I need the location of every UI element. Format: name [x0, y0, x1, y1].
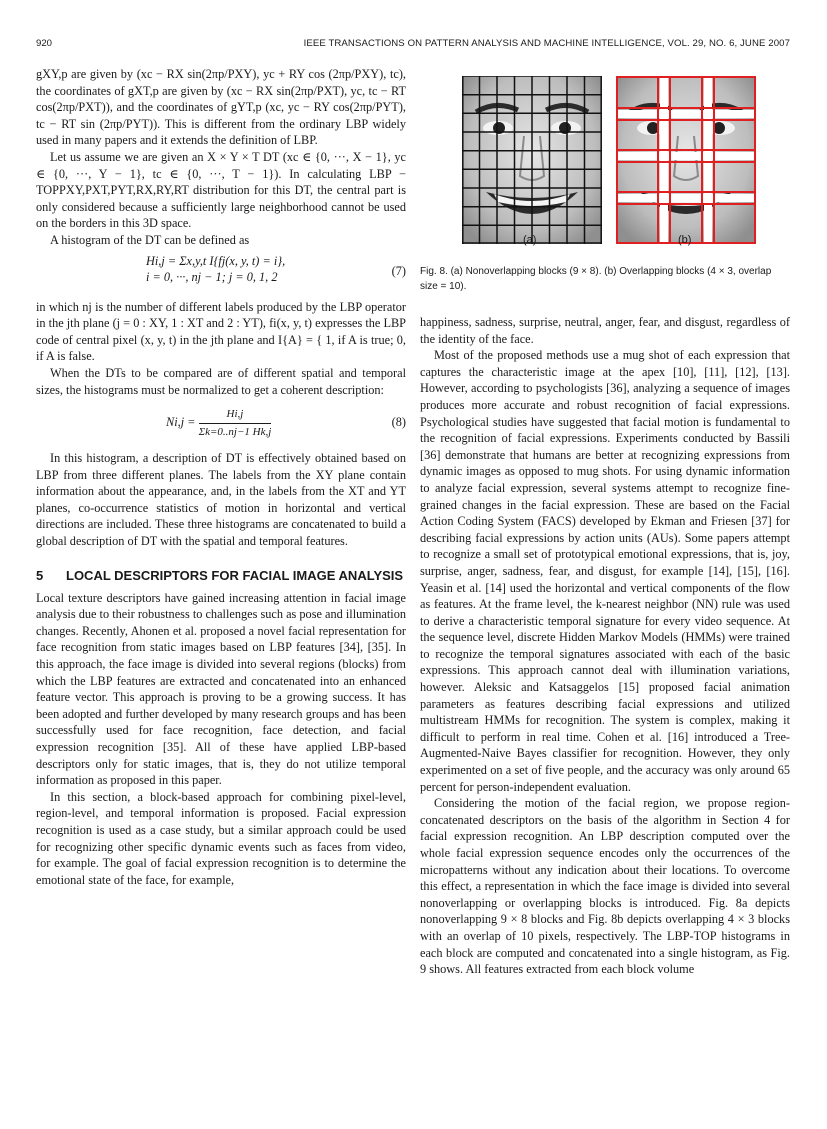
section-title: LOCAL DESCRIPTORS FOR FACIAL IMAGE ANALYSIS [66, 567, 404, 583]
equation-7 [36, 249, 406, 299]
paragraph: Let us assume we are given an X × Y × T DT (xc ∈ {0, ···, X − 1}, yc ∈ {0, ···, Y − 1}, tc ∈ {0, ···, T − 1}). In calculating LBP − TOPPXY,PXT,PYT,RX,RY,RT distribution for this DT, the central part is only considered because a sufficiently large neighborhood cannot be used on the borders in this 3D space. [36, 149, 406, 231]
paragraph: In this histogram, a description of DT is effectively obtained based on LBP from three different planes. The labels from the XY plane contain information about the appearance, and, in the labels from the XT and YT planes, co-occurrence statistics of motion in horizontal and vertical directions are included. These three histograms are concatenated to build a global description of DT with the spatial and temporal features. [36, 451, 406, 549]
face-image-overlapping-blocks [616, 76, 756, 244]
figure-8 [420, 66, 790, 306]
equation-8-lhs: Ni,j = [166, 415, 196, 430]
equation-8-fraction [199, 406, 272, 440]
left-column [36, 66, 406, 888]
page-number: 920 [36, 38, 53, 49]
right-column [420, 314, 790, 978]
paragraph: When the DTs to be compared are of different spatial and temporal sizes, the histograms must be normalized to get a coherent description: [36, 365, 406, 397]
paragraph: gXY,p are given by (xc − RX sin(2πp/PXY), yc + RY cos (2πp/PXY), tc), the coordinates of gXT,p are given by (xc − RX sin(2πp/PXT), yc, tc − RT cos(2πp/PXT)), and the coordinates of gYT,p (xc, yc − RY cos(2πp/PYT), tc − RT sin (2πp/PYT)). This is different from the ordinary LBP widely used in many papers and it extends the definition of LBP. [36, 67, 406, 148]
face-image-nonoverlapping-blocks [462, 76, 602, 244]
paragraph: Most of the proposed methods use a mug shot of each expression that captures the characteristic image at the apex [10], [11], [12], [13]. However, according to psychologists [36], analyzing a sequence of images produces more accurate and robust recognition of facial expressions. Psychological studies have suggested that facial motion is fundamental to the recognition of facial expressions. Experiments conducted by Bassili [36] demonstrate that humans are better at recognizing expressions from dynamic images as opposed to mug shots. For using dynamic information to analyze facial expression, several systems attempt to recognize fine-grained changes in the facial expression. These are based on the Facial Action Coding System (FACS) developed by Ekman and Friesen [37] for describing facial expressions by action units (AUs). Some papers attempt to recognize a small set of prototypical emotional expressions, that is, joy, surprise, anger, sadness, fear, and disgust, for example [14], [15], [16]. Yeasin et al. [14] used the horizontal and vertical components of the flow as features. At the frame level, the k-nearest neighbor (NN) rule was used to derive a characteristic temporal signature for every video sequence. At the sequence level, discrete Hidden Markov Models (HMMs) were trained to recognize the temporal signatures associated with each of the basic expressions. This approach cannot deal with illumination variations, however. Aleksic and Katsaggelos [15] proposed facial animation parameters as features describing facial expressions and utilized multistream HMMs for recognition. The system is complex, making it difficult to perform in real time. Cohen et al. [16] introduced a Tree-Augmented-Naive Bayes classifier for recognition. However, they only experimented on a set of five people, and the accuracy was only around 65 percent for person-independent evaluation. [420, 348, 790, 794]
section-heading [36, 568, 406, 584]
equation-number: (8) [391, 415, 406, 430]
fraction-numerator: Hi,j [199, 406, 272, 424]
figure-caption: Fig. 8. (a) Nonoverlapping blocks (9 × 8). (b) Overlapping blocks (4 × 3, overlap size = 10). [420, 266, 772, 292]
paragraph: in which nj is the number of different labels produced by the LBP operator in the jth plane (j = 0 : XY, 1 : XT and 2 : YT), fi(x, y, t) expresses the LBP code of central pixel (x, y, t) in the jth plane and I{A} = { 1, if A is true; 0, if A is false. [36, 299, 406, 364]
subfigure-label-a: (a) [523, 234, 537, 246]
journal-running-title: IEEE TRANSACTIONS ON PATTERN ANALYSIS AND MACHINE INTELLIGENCE, VOL. 29, NO. 6, JUNE 2007 [303, 38, 790, 49]
section-number: 5 [36, 567, 44, 583]
paragraph: Local texture descriptors have gained increasing attention in facial image analysis due to their robustness to challenges such as pose and illumination changes. Recently, Ahonen et al. proposed a novel facial representation for face recognition from static images based on LBP features [34], [35]. In this approach, the face image is divided into several regions (blocks) from which the LBP features are extracted and concatenated into an enhanced feature vector. This approach is proving to be a growing success. It has been adopted and further developed by many research groups and has been successfully used for face recognition, face detection, and facial expression recognition [35]. All of these have applied LBP-based descriptors only for static images, that is, they do not utilize temporal information as proposed in this paper. [36, 590, 406, 788]
fraction-denominator: Σk=0..nj−1 Hk,j [198, 425, 272, 438]
equation-number: (7) [391, 263, 406, 278]
face-photo-grid [462, 76, 602, 244]
running-header [36, 38, 790, 52]
equation-7-line-1: Hi,j = Σx,y,t I{fj(x, y, t) = i}, [146, 253, 286, 268]
paragraph: In this section, a block-based approach for combining pixel-level, region-level, and temporal information is proposed. Facial expression recognition is used as a case study, but a similar approach could be used for recognizing other specific dynamic events such as faces from video, for example. The goal of facial expression recognition is to determine the emotional state of the face, for example, [36, 789, 406, 887]
face-photo-grid [616, 76, 756, 244]
equation-7-line-2: i = 0, ···, nj − 1; j = 0, 1, 2 [146, 270, 278, 285]
paragraph: Considering the motion of the facial region, we propose region-concatenated descriptors on the basis of the algorithm in Section 4 for facial expression recognition. An LBP description computed over the whole facial expression sequence encodes only the occurrences of the micropatterns without any indication about their locations. To overcome this effect, a representation in which the face image is divided into several nonoverlapping or overlapping blocks is introduced. Fig. 8a depicts nonoverlapping 9 × 8 blocks and Fig. 8b depicts overlapping 4 × 3 blocks with an overlap of 10 pixels, respectively. The LBP-TOP histograms in each block are computed and concatenated into a single histogram, as Fig. 9 shows. All features extracted from each block volume [420, 796, 790, 977]
equation-8 [36, 398, 406, 450]
subfigure-label-b: (b) [678, 234, 692, 246]
paragraph: A histogram of the DT can be defined as [50, 232, 250, 247]
paragraph: happiness, sadness, surprise, neutral, anger, fear, and disgust, regardless of the identity of the face. [420, 315, 790, 346]
